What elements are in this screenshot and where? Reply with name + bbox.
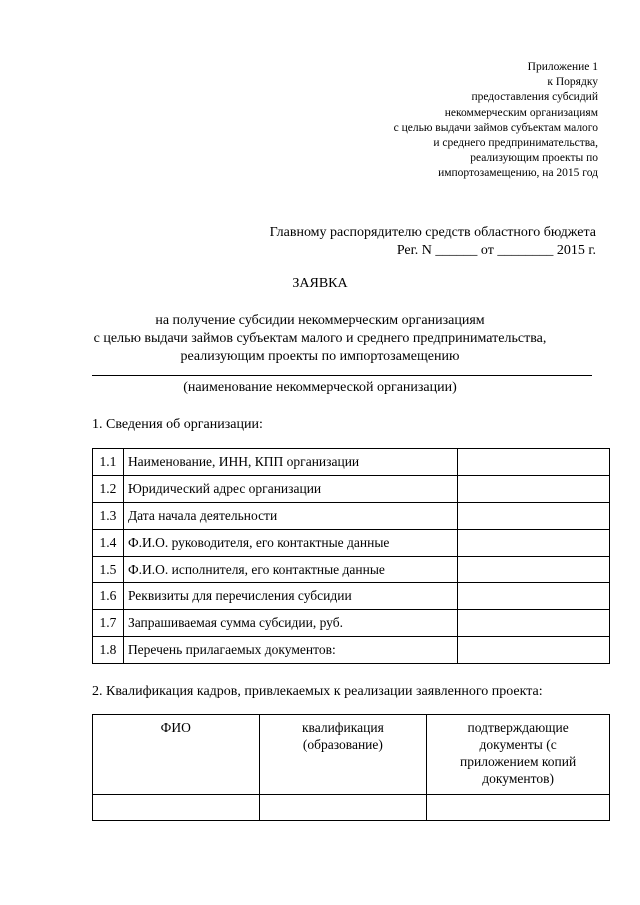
subtitle-line: с целью выдачи займов субъектам малого и среднего предпринимательства, [93, 331, 547, 346]
addressee-block [270, 224, 596, 260]
documents-cell[interactable] [427, 795, 610, 821]
column-header-fio [93, 715, 260, 795]
section-2-heading: 2. Квалификация кадров, привлекаемых к реализации заявленного проекта: [92, 684, 543, 699]
appendix-line: реализующим проекты по [470, 152, 598, 165]
row-label: Дата начала деятельности [123, 502, 457, 529]
row-value-cell[interactable] [457, 610, 609, 637]
addressee-recipient: Главному распорядителю средств областного бюджета [269, 225, 596, 240]
row-value-cell[interactable] [457, 556, 609, 583]
subtitle-line: реализующим проекты по импортозамещению [180, 349, 460, 364]
organization-name-caption: (наименование некоммерческой организации) [183, 380, 457, 395]
row-number: 1.7 [93, 610, 124, 637]
section-1-heading: 1. Сведения об организации: [92, 417, 263, 432]
appendix-line: к Порядку [547, 76, 598, 89]
row-number: 1.2 [93, 475, 124, 502]
row-value-cell[interactable] [457, 637, 609, 664]
staff-qualification-table [92, 714, 610, 821]
appendix-line: и среднего предпринимательства, [433, 137, 598, 150]
row-label: Перечень прилагаемых документов: [123, 637, 457, 664]
column-header-documents [427, 715, 610, 795]
header-line: документы (с [479, 737, 557, 752]
table-row [93, 502, 610, 529]
table-row [93, 556, 610, 583]
header-line: подтверждающие [467, 720, 569, 735]
table-header-row [93, 715, 610, 795]
header-line: квалификация [301, 720, 384, 735]
header-line: приложением копий [460, 754, 577, 769]
header-line: ФИО [160, 720, 191, 735]
row-label: Наименование, ИНН, КПП организации [123, 449, 457, 476]
appendix-line: предоставления субсидий [471, 91, 598, 104]
subtitle-line: на получение субсидии некоммерческим организациям [155, 313, 485, 328]
table-row [93, 610, 610, 637]
appendix-line: Приложение 1 [527, 61, 598, 73]
appendix-line: импортозамещению, на 2015 год [438, 167, 598, 180]
row-label: Юридический адрес организации [123, 475, 457, 502]
header-line: (образование) [302, 737, 383, 752]
table-row [93, 449, 610, 476]
row-number: 1.4 [93, 529, 124, 556]
document-subtitle [0, 312, 640, 366]
table-row [93, 529, 610, 556]
row-value-cell[interactable] [457, 583, 609, 610]
row-number: 1.3 [93, 502, 124, 529]
row-label: Реквизиты для перечисления субсидии [123, 583, 457, 610]
row-value-cell[interactable] [457, 449, 609, 476]
row-value-cell[interactable] [457, 529, 609, 556]
row-label: Запрашиваемая сумма субсидии, руб. [123, 610, 457, 637]
row-label: Ф.И.О. руководителя, его контактные данные [123, 529, 457, 556]
organization-name-line[interactable] [92, 375, 592, 376]
header-line: документов) [482, 771, 554, 786]
appendix-line: с целью выдачи займов субъектам малого [393, 121, 598, 134]
row-number: 1.6 [93, 583, 124, 610]
row-value-cell[interactable] [457, 475, 609, 502]
qualification-cell[interactable] [259, 795, 427, 821]
registration-line: Рег. N ______ от ________ 2015 г. [396, 243, 596, 258]
row-number: 1.1 [93, 449, 124, 476]
table-row [93, 583, 610, 610]
table-row [93, 795, 610, 821]
row-value-cell[interactable] [457, 502, 609, 529]
document-title: ЗАЯВКА [292, 276, 348, 291]
row-label: Ф.И.О. исполнителя, его контактные данные [123, 556, 457, 583]
column-header-qualification [259, 715, 427, 795]
organization-info-table [92, 448, 610, 664]
appendix-line: некоммерческим организациям [444, 106, 598, 119]
appendix-header [298, 60, 598, 182]
table-row [93, 475, 610, 502]
fio-cell[interactable] [93, 795, 260, 821]
row-number: 1.5 [93, 556, 124, 583]
row-number: 1.8 [93, 637, 124, 664]
table-row [93, 637, 610, 664]
